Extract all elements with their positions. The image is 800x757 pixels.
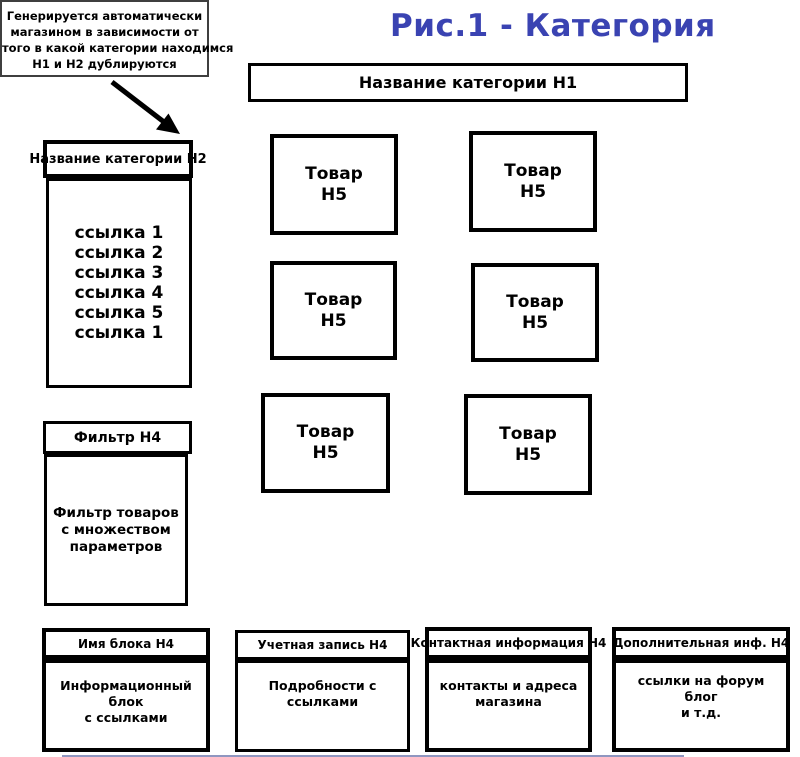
filter-body-line: с множеством [61, 521, 171, 538]
footer-block-header-label: Имя блока H4 [78, 636, 174, 651]
category-h1-label: Название категории H1 [358, 73, 578, 92]
product-title: Товар [305, 163, 363, 184]
footer-body-line: Информационный блок [60, 678, 192, 709]
product-title: Товар [504, 160, 562, 181]
category-h1-box [248, 63, 688, 102]
category-h2-label: Название категории H2 [29, 151, 207, 167]
product-card [270, 134, 398, 235]
product-heading-level: H5 [320, 310, 347, 331]
sidebar-link: ссылка 1 [74, 323, 164, 343]
product-card [464, 394, 592, 495]
footer-block-header [410, 627, 607, 659]
filter-body-line: Фильтр товаров [53, 504, 179, 521]
annotation-note-line: магазином в зависимости от [10, 25, 199, 39]
category-h2-header [29, 140, 207, 178]
footer-body-line: контакты и адреса [439, 678, 578, 693]
filter-body [44, 454, 188, 606]
footer-body-line: магазина [475, 694, 542, 709]
product-heading-level: H5 [320, 184, 348, 205]
product-title: Товар [499, 423, 557, 444]
footer-block-header-label: Учетная запись H4 [257, 638, 388, 652]
footer-block-header-label: Контактная информация H4 [410, 636, 607, 650]
sidebar-link: ссылка 3 [74, 263, 164, 283]
filter-header-label: Фильтр H4 [73, 429, 162, 446]
product-card [270, 261, 397, 360]
product-heading-level: H5 [521, 312, 549, 333]
sidebar-link: ссылка 5 [74, 303, 164, 323]
footer-body-line: и т.д. [681, 705, 721, 720]
footer-body-line: блог [684, 689, 718, 704]
footer-body-line: ссылки на форум [637, 673, 765, 688]
sidebar-link: ссылка 2 [74, 243, 164, 263]
product-heading-level: H5 [519, 181, 547, 202]
footer-block-header [42, 628, 210, 659]
arrow-down-right-icon [100, 76, 195, 141]
product-heading-level: H5 [312, 443, 339, 463]
filter-body-line: параметров [69, 538, 163, 555]
annotation-note-line: H1 и H2 дублируются [32, 57, 177, 71]
product-card [261, 393, 390, 493]
footer-block-header [235, 630, 410, 660]
footer-block-body [612, 659, 790, 752]
product-card [469, 131, 597, 232]
annotation-note-line: Генерируется автоматически [6, 9, 203, 23]
footer-block-header-label: Дополнительная инф. H4 [612, 636, 790, 650]
footer-block-header [612, 627, 790, 659]
product-title: Товар [506, 291, 564, 312]
product-title: Товар [296, 422, 355, 442]
footer-body-line: с ссылками [84, 710, 168, 725]
footer-block-body [235, 660, 410, 752]
sidebar-link: ссылка 4 [74, 283, 164, 303]
product-title: Товар [304, 289, 363, 310]
annotation-note [0, 0, 234, 77]
filter-header [43, 421, 192, 454]
product-card [471, 263, 599, 362]
figure-title: Рис.1 - Категория [390, 8, 716, 44]
footer-block-body [425, 659, 592, 752]
annotation-note-line: того в какой категории находимся [2, 41, 234, 55]
footer-body-line: Подробности с ссылками [268, 678, 377, 709]
category-links-box [46, 178, 192, 388]
sidebar-link: ссылка 1 [74, 223, 164, 243]
product-heading-level: H5 [514, 444, 542, 465]
footer-block-body [42, 659, 210, 752]
